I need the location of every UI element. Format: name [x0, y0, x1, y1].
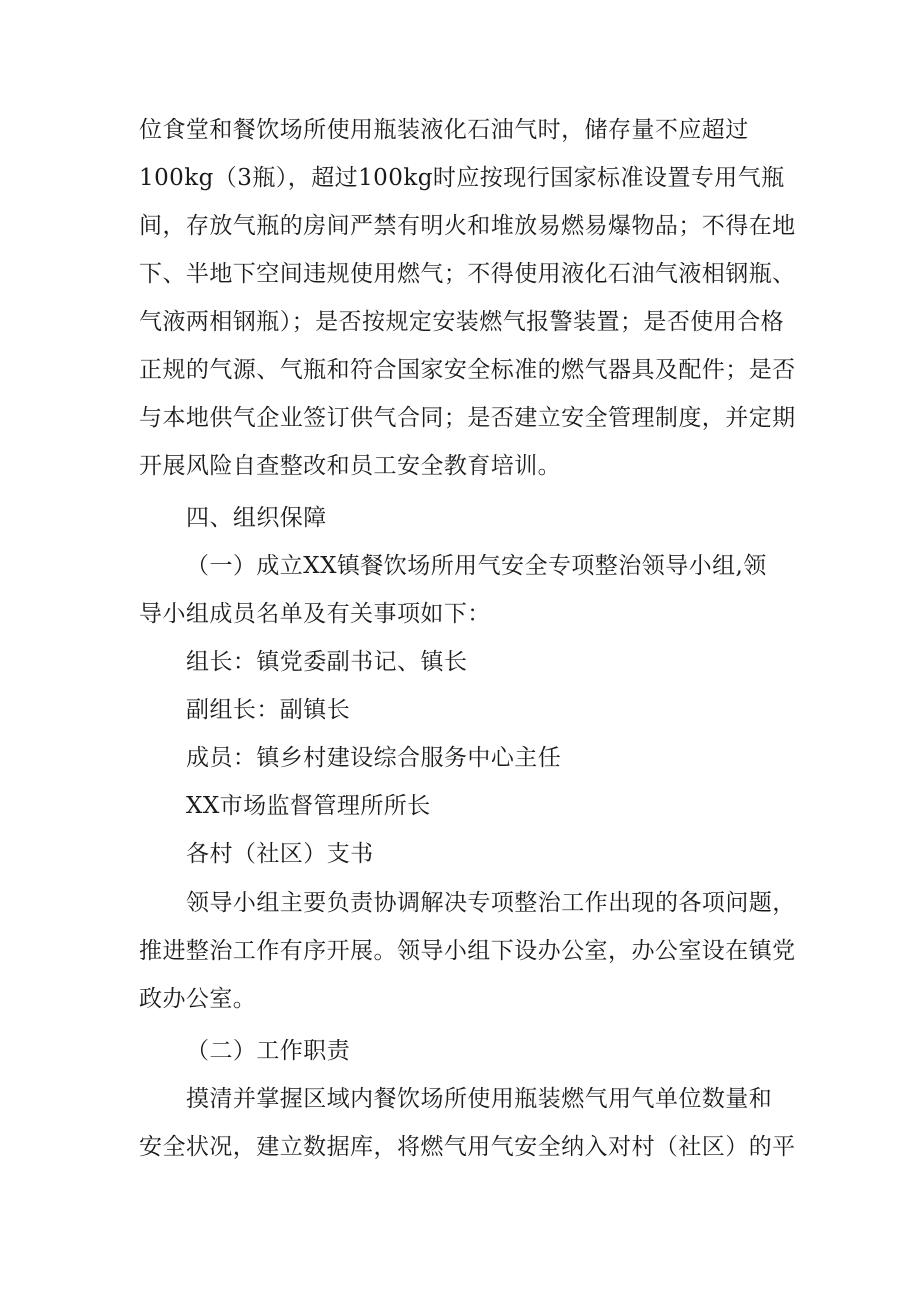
- text-line: 组长：镇党委副书记、镇长: [186, 649, 468, 675]
- text-line: 与本地供气企业签订供气合同；是否建立安全管理制度，并定期: [139, 405, 796, 431]
- text-line: 安全状况，建立数据库，将燃气用气安全纳入对村（社区）的平: [139, 1134, 796, 1160]
- text-line: XX市场监督管理所所长: [186, 793, 431, 819]
- text-line: 领导小组主要负责协调解决专项整治工作出现的各项问题，: [186, 890, 796, 916]
- text-line: 政办公室。: [139, 986, 257, 1012]
- text-line: 下、半地下空间违规使用燃气；不得使用液化石油气液相钢瓶、: [139, 261, 796, 287]
- text-line: 摸清并掌握区域内餐饮场所使用瓶装燃气用气单位数量和: [186, 1086, 773, 1112]
- text-line: 100kg（3瓶），超过100kg时应按现行国家标准设置专用气瓶: [139, 165, 785, 191]
- text-line: 正规的气源、气瓶和符合国家安全标准的燃气器具及配件；是否: [139, 357, 796, 383]
- text-line: 气液两相钢瓶）；是否按规定安装燃气报警装置；是否使用合格: [139, 309, 785, 335]
- text-line: 各村（社区）支书: [186, 841, 374, 867]
- text-line: 间，存放气瓶的房间严禁有明火和堆放易燃易爆物品；不得在地: [139, 213, 796, 239]
- section-heading: 四、组织保障: [186, 505, 327, 531]
- subsection-heading: （一）成立XX镇餐饮场所用气安全专项整治领导小组,领: [186, 553, 767, 579]
- subsection-heading: （二）工作职责: [186, 1038, 351, 1064]
- text-line: 位食堂和餐饮场所使用瓶装液化石油气时，储存量不应超过: [139, 117, 749, 143]
- text-line: 副组长：副镇长: [186, 697, 351, 723]
- text-line: 推进整治工作有序开展。领导小组下设办公室，办公室设在镇党: [139, 938, 796, 964]
- text-line: 开展风险自查整改和员工安全教育培训。: [139, 453, 562, 479]
- text-line: 成员：镇乡村建设综合服务中心主任: [186, 745, 562, 771]
- text-line: 导小组成员名单及有关事项如下：: [139, 601, 491, 627]
